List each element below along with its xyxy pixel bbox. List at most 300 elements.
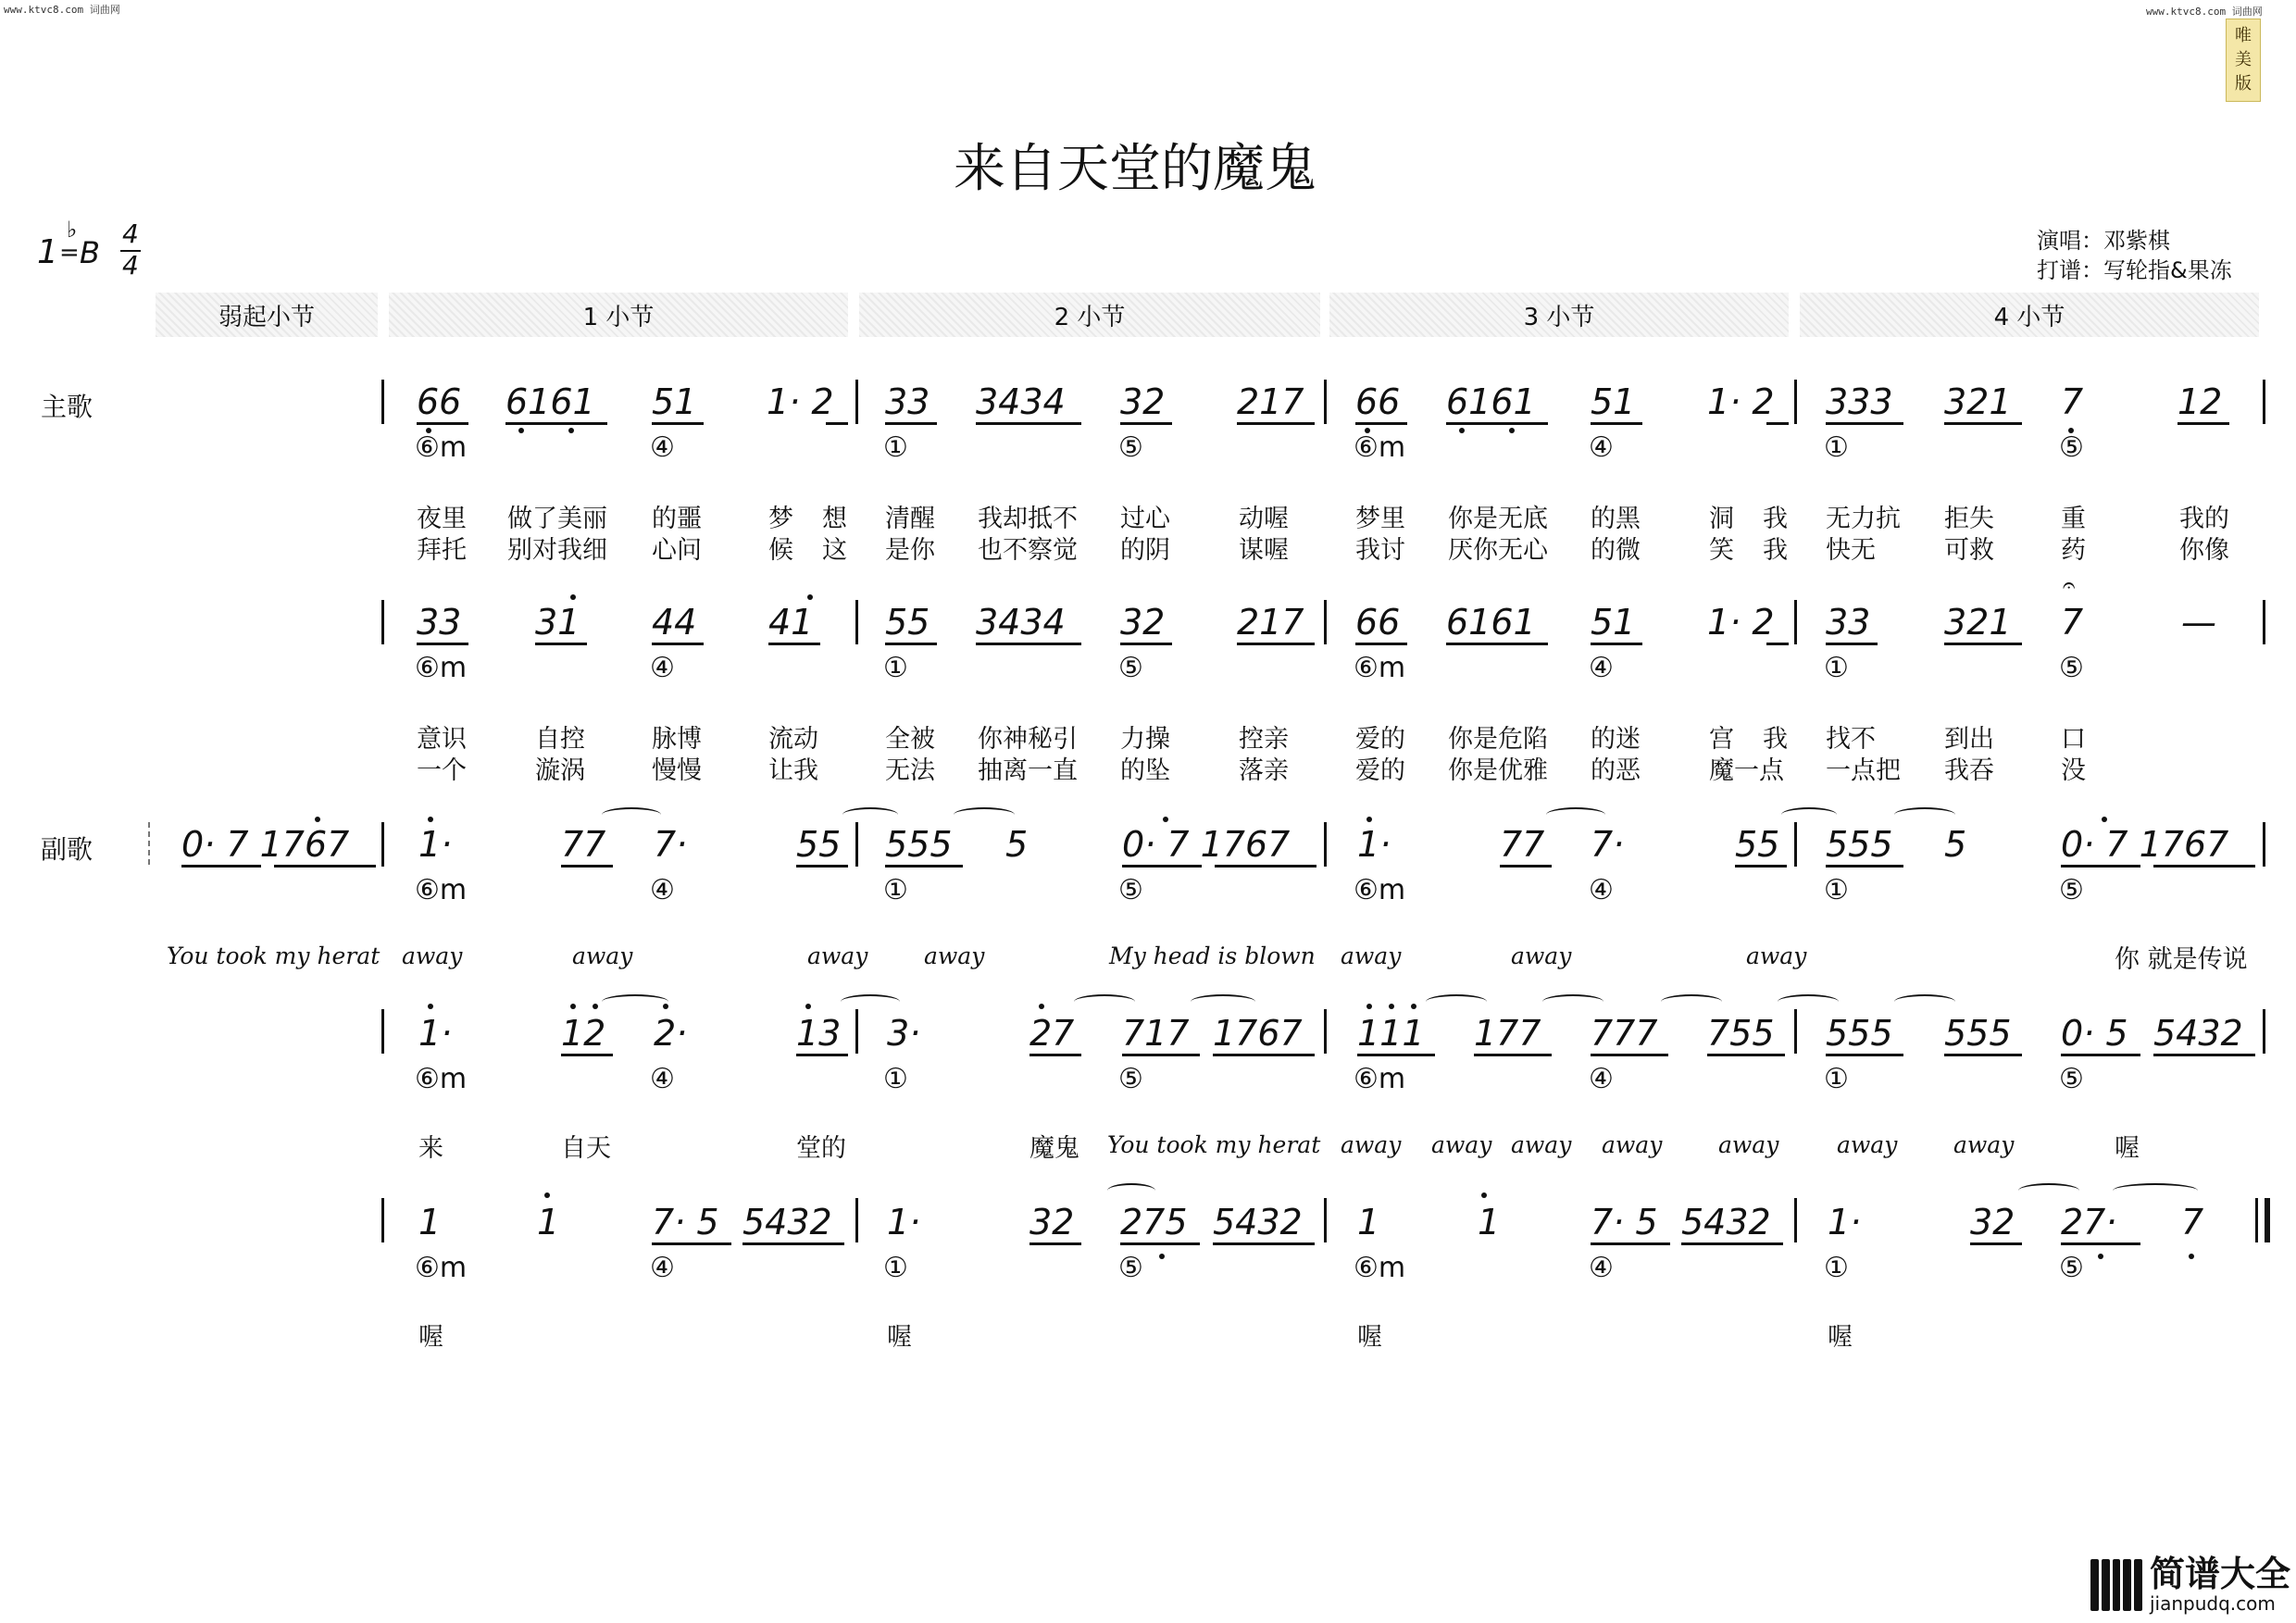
lyric: 自控 [535,725,585,754]
note-group: 5432 [1681,1202,1771,1242]
chord-symbol: ④ [650,1252,675,1284]
header-pickup: 弱起小节 [156,293,378,337]
note-group: 32 [1029,1202,1075,1242]
lyric: 候 [768,536,793,565]
header-measure-2: 2 小节 [859,293,1320,337]
note-group: 3434 [976,381,1066,422]
underline [1591,422,1642,425]
high-dot [1039,1004,1044,1009]
note-group: 1 [1478,1202,1501,1242]
underline [417,643,468,645]
lyric: 魔鬼 [1029,1134,1079,1163]
note-group: 6161 [1446,602,1536,643]
note-group: 0· 7 1767 [181,824,350,865]
underline [561,865,613,868]
lyric: 你 就是传说 [2115,945,2248,974]
lyric: 一点把 [1826,756,1901,785]
tie-arc [954,807,1015,822]
underline [742,1242,844,1245]
underline [1681,1242,1783,1245]
lyric-en: away [1837,1131,1898,1158]
high-dot [593,1004,598,1009]
lyric: 也不察觉 [978,536,1078,565]
underline [1029,1242,1081,1245]
tie-arc [1191,994,1255,1009]
lyric-en: away [1953,1131,2015,1158]
note-group: 2· [654,1013,688,1054]
note-group: 12 [561,1013,606,1054]
chord-symbol: ⑤ [1118,652,1143,684]
barline [855,600,858,644]
note-group: 1· [418,1013,453,1054]
piano-keys-icon [2090,1559,2142,1611]
lyric: 喔 [418,1323,443,1352]
watermark-left: www.ktvc8.com 词曲网 [4,4,120,16]
underline [885,865,963,868]
note-group: 66 [1355,381,1401,422]
lyric: 我 [1763,725,1788,754]
barline [381,1009,384,1054]
underline [1591,1242,1670,1245]
lyric: 洞 [1709,505,1734,533]
note-group: 1 [537,1202,560,1242]
low-dot [518,428,524,433]
lyric: 的恶 [1591,756,1641,785]
lyric: 漩涡 [535,756,585,785]
note-group: 5 [1944,824,1967,865]
tie-arc [602,807,661,822]
note-group: 77 [1500,824,1545,865]
chord-symbol: ⑥m [1354,874,1406,906]
header-measure-1: 1 小节 [389,293,848,337]
low-dot [1509,428,1515,433]
lyric: 你像 [2179,536,2229,565]
note-group: 7 [2061,381,2084,422]
barline [1324,380,1327,424]
note-group: 55 [885,602,930,643]
lyric: 我的 [2179,505,2229,533]
underline [417,422,468,425]
barline [855,1198,858,1242]
underline [561,1054,613,1056]
note-group: 1· [418,824,453,865]
lyric: 拜托 [417,536,467,565]
note-group: 1· 2 [1707,381,1775,422]
lyric-en: away [1341,1131,1402,1158]
underline [1591,643,1642,645]
underline [2153,1054,2255,1056]
note-group: 27· [2061,1202,2117,1242]
tie-arc [1894,807,1955,822]
underline [652,422,704,425]
pickup-dashed-bar [148,822,150,865]
note-group: 41 [768,602,814,643]
note-group: 1· 2 [1707,602,1775,643]
lyric: 落亲 [1239,756,1289,785]
tie-arc [1426,994,1487,1009]
note-group: 32 [1970,1202,2015,1242]
underline [826,422,848,425]
chord-symbol: ① [1824,652,1849,684]
chord-symbol: ① [1824,1063,1849,1095]
lyric-en: My head is blown [1109,943,1316,969]
lyric: 流动 [768,725,818,754]
note-group: 7· 5 [1591,1202,1658,1242]
underline [1707,1054,1785,1056]
lyric: 没 [2061,756,2086,785]
chord-symbol: ④ [1589,1063,1614,1095]
note-group: 33 [885,381,930,422]
lyric: 的微 [1591,536,1641,565]
chord-symbol: ⑤ [2059,1063,2084,1095]
underline [885,422,937,425]
underline [976,643,1081,645]
high-dot [2102,817,2107,822]
chord-symbol: ⑥m [415,874,468,906]
note-group: 66 [417,381,462,422]
low-dot [2098,1254,2103,1259]
arranger: 打谱：写轮指&果冻 [2037,257,2232,283]
underline [2061,1054,2140,1056]
chord-symbol: ⑤ [2059,1252,2084,1284]
underline [1213,1242,1315,1245]
final-barline-thick [2265,1198,2270,1242]
barline [1324,600,1327,644]
note-group: 66 [1355,602,1401,643]
chord-symbol: ④ [1589,652,1614,684]
note-group: 51 [1591,381,1636,422]
note-group: 5432 [2153,1013,2243,1054]
underline [1237,422,1315,425]
note-group: 7 [2061,602,2084,643]
note-group: 111 [1357,1013,1425,1054]
lyric: 重 [2061,505,2086,533]
lyric: 宫 [1709,725,1734,754]
lyric: 喔 [1357,1323,1382,1352]
tie-arc [1107,1183,1155,1198]
tie-arc [1542,994,1603,1009]
lyric: 你是优雅 [1448,756,1548,785]
lyric: 慢慢 [652,756,702,785]
underline [796,865,848,868]
badge-char: 唯 [2235,26,2252,45]
barline [1324,1009,1327,1054]
chord-symbol: ④ [650,874,675,906]
lyric-en: away [924,943,985,969]
time-bottom: 4 [122,250,139,281]
low-dot [1159,1254,1165,1259]
lyric-en: away [1511,943,1572,969]
underline [2177,422,2229,425]
chord-symbol: ① [883,874,908,906]
barline [381,380,384,424]
underline [505,422,607,425]
barline [1794,1009,1797,1054]
chord-symbol: ⑤ [1118,874,1143,906]
chord-symbol: ⑥m [415,652,468,684]
underline [1446,643,1548,645]
watermark-right: www.ktvc8.com 词曲网 [2146,6,2263,18]
underline [1357,1054,1435,1056]
chord-symbol: ⑥m [1354,1063,1406,1095]
note-group: 217 [1237,602,1304,643]
note-group: 51 [652,381,697,422]
lyric: 拒失 [1944,505,1994,533]
lyric: 控亲 [1239,725,1289,754]
key-eq: = [59,239,80,267]
note-group: 3· [887,1013,921,1054]
note-group: 7· 5 [652,1202,719,1242]
lyric: 堂的 [796,1134,846,1163]
note-group: 32 [1120,602,1166,643]
barline [381,822,384,867]
tie-arc [1661,994,1722,1009]
low-dot [1459,428,1465,433]
chord-symbol: ① [883,652,908,684]
barline [1794,1198,1797,1242]
lyric: 抽离一直 [978,756,1078,785]
chord-symbol: ⑤ [2059,652,2084,684]
tie-arc [1894,994,1955,1009]
barline [1324,822,1327,867]
chord-symbol: ④ [650,431,675,464]
high-dot [1163,817,1168,822]
chord-symbol: ⑥m [1354,431,1406,464]
tie-arc [2113,1183,2198,1198]
note-group: 7· [654,824,688,865]
underline [652,643,704,645]
lyric: 做了美丽 [507,505,607,533]
lyric-en: away [1511,1131,1572,1158]
lyric: 力操 [1120,725,1170,754]
high-dot [807,594,813,600]
underline [1826,422,1903,425]
underline [1122,1054,1200,1056]
lyric: 无力抗 [1826,505,1901,533]
high-dot [1411,1004,1416,1009]
barline [2263,600,2265,644]
underline [2061,865,2140,868]
lyric: 让我 [768,756,818,785]
lyric: 到出 [1944,725,1994,754]
note-group: 7· [1591,824,1625,865]
underline [1766,643,1789,645]
note-group: 12 [2177,381,2223,422]
lyric: 的阴 [1120,536,1170,565]
lyric-en: away [572,943,633,969]
underline [1826,865,1903,868]
chord-symbol: ⑥m [1354,652,1406,684]
note-group: 555 [885,824,953,865]
lyric: 的坠 [1120,756,1170,785]
badge-char: 美 [2235,50,2252,69]
tie-arc [841,994,900,1009]
section-verse: 主歌 [41,392,94,422]
flat-symbol: ♭ [67,217,78,243]
lyric: 梦里 [1355,505,1405,533]
note-group: 1 [1357,1202,1380,1242]
lyric-en: away [807,943,868,969]
underline [1944,422,2022,425]
high-dot [1481,1192,1487,1198]
barline [1324,1198,1327,1242]
chord-symbol: ⑥m [415,431,468,464]
high-dot [805,1004,811,1009]
underline [181,865,261,868]
lyric: 夜里 [417,505,467,533]
lyric: 谋喔 [1239,536,1289,565]
chord-symbol: ① [883,1063,908,1095]
tie-arc [2018,1183,2079,1198]
note-group: 27 [1029,1013,1075,1054]
lyric: 的迷 [1591,725,1641,754]
barline [381,1198,384,1242]
lyric: 是你 [885,536,935,565]
lyric: 你是无底 [1448,505,1548,533]
barline [855,380,858,424]
lyric-en: away [1746,943,1807,969]
barline [381,600,384,644]
lyric: 清醒 [885,505,935,533]
barline [855,1009,858,1054]
underline [885,643,937,645]
note-group: 177 [1474,1013,1541,1054]
logo-url: jianpudq.com [2150,1592,2276,1615]
note-group: 275 [1120,1202,1188,1242]
underline [1122,865,1202,868]
lyric: 这 [822,536,847,565]
logo-name: 简谱大全 [2150,1554,2291,1594]
underline [1735,865,1787,868]
barline [1794,822,1797,867]
lyric-en: away [1602,1131,1663,1158]
barline [2263,380,2265,424]
high-dot [1366,817,1372,822]
note-group: 44 [652,602,697,643]
lyric-en: away [402,943,463,969]
lyric: 笑 [1709,536,1734,565]
low-dot [568,428,574,433]
lyric-en: away [1341,943,1402,969]
high-dot [570,1004,576,1009]
section-chorus: 副歌 [41,834,94,865]
underline [1355,422,1407,425]
tie-arc [1781,807,1837,822]
note-group: 755 [1707,1013,1775,1054]
underline [274,865,376,868]
high-dot [544,1192,550,1198]
note-group: 717 [1122,1013,1190,1054]
underline [1826,643,1878,645]
underline [976,422,1081,425]
chord-symbol: ④ [650,1063,675,1095]
chord-symbol: ④ [650,652,675,684]
fermata: 𝄐 [2063,572,2076,598]
lyric: 喔 [1828,1323,1853,1352]
high-dot [428,1004,433,1009]
singer: 演唱：邓紫棋 [2037,228,2170,254]
lyric: 爱的 [1355,725,1405,754]
lyric: 找不 [1826,725,1876,754]
note-group: — [2181,602,2216,643]
lyric: 爱的 [1355,756,1405,785]
chord-symbol: ⑤ [1118,1252,1143,1284]
high-dot [315,817,320,822]
underline [1446,422,1548,425]
site-logo [2090,1555,2290,1615]
underline [1474,1054,1552,1056]
note-group: 3434 [976,602,1066,643]
barline [2263,1009,2265,1054]
high-dot [663,1004,668,1009]
note-group: 1· [1828,1202,1862,1242]
lyric-en: away [1718,1131,1779,1158]
high-dot [1389,1004,1394,1009]
note-group: 555 [1826,824,1893,865]
note-group: 5432 [1213,1202,1303,1242]
underline [1120,422,1172,425]
chord-symbol: ⑤ [1118,431,1143,464]
note-group: 33 [1826,602,1871,643]
lyric: 我 [1763,536,1788,565]
note-group: 51 [1591,602,1636,643]
chord-symbol: ⑤ [2059,874,2084,906]
key-note: B [80,235,100,270]
lyric: 我 [1763,505,1788,533]
note-group: 1767 [1213,1013,1303,1054]
key-tonic: 1 [37,233,58,271]
note-group: 0· 7 1767 [2061,824,2229,865]
note-group: 6161 [505,381,595,422]
time-top: 4 [122,218,139,249]
lyric: 意识 [417,725,467,754]
tie-arc [842,807,898,822]
note-group: 555 [1826,1013,1893,1054]
underline [1215,865,1316,868]
note-group: 1· [887,1202,921,1242]
lyric: 我讨 [1355,536,1405,565]
underline [1029,1054,1081,1056]
lyric: 想 [822,505,847,533]
lyric: 你神秘引 [978,725,1078,754]
chord-symbol: ① [1824,431,1849,464]
chord-symbol: ⑤ [1118,1063,1143,1095]
note-group: 32 [1120,381,1166,422]
underline [1120,643,1172,645]
chord-symbol: ① [883,1252,908,1284]
chord-symbol: ⑥m [415,1063,468,1095]
underline [1944,1054,2022,1056]
note-group: 0· 7 1767 [1122,824,1291,865]
underline [1120,1242,1200,1245]
page-title: 来自天堂的魔鬼 [954,139,1316,199]
low-dot [2189,1254,2194,1259]
tie-arc [1778,994,1839,1009]
underline [2153,865,2255,868]
lyric-en: You took my herat [167,943,381,969]
note-group: 217 [1237,381,1304,422]
note-group: 321 [1944,602,2012,643]
chord-symbol: ④ [1589,874,1614,906]
lyric: 自天 [561,1134,611,1163]
note-group: 55 [796,824,842,865]
note-group: 31 [535,602,580,643]
note-group: 333 [1826,381,1893,422]
barline [2263,822,2265,867]
barline [1794,600,1797,644]
lyric: 脉博 [652,725,702,754]
barline [1794,380,1797,424]
